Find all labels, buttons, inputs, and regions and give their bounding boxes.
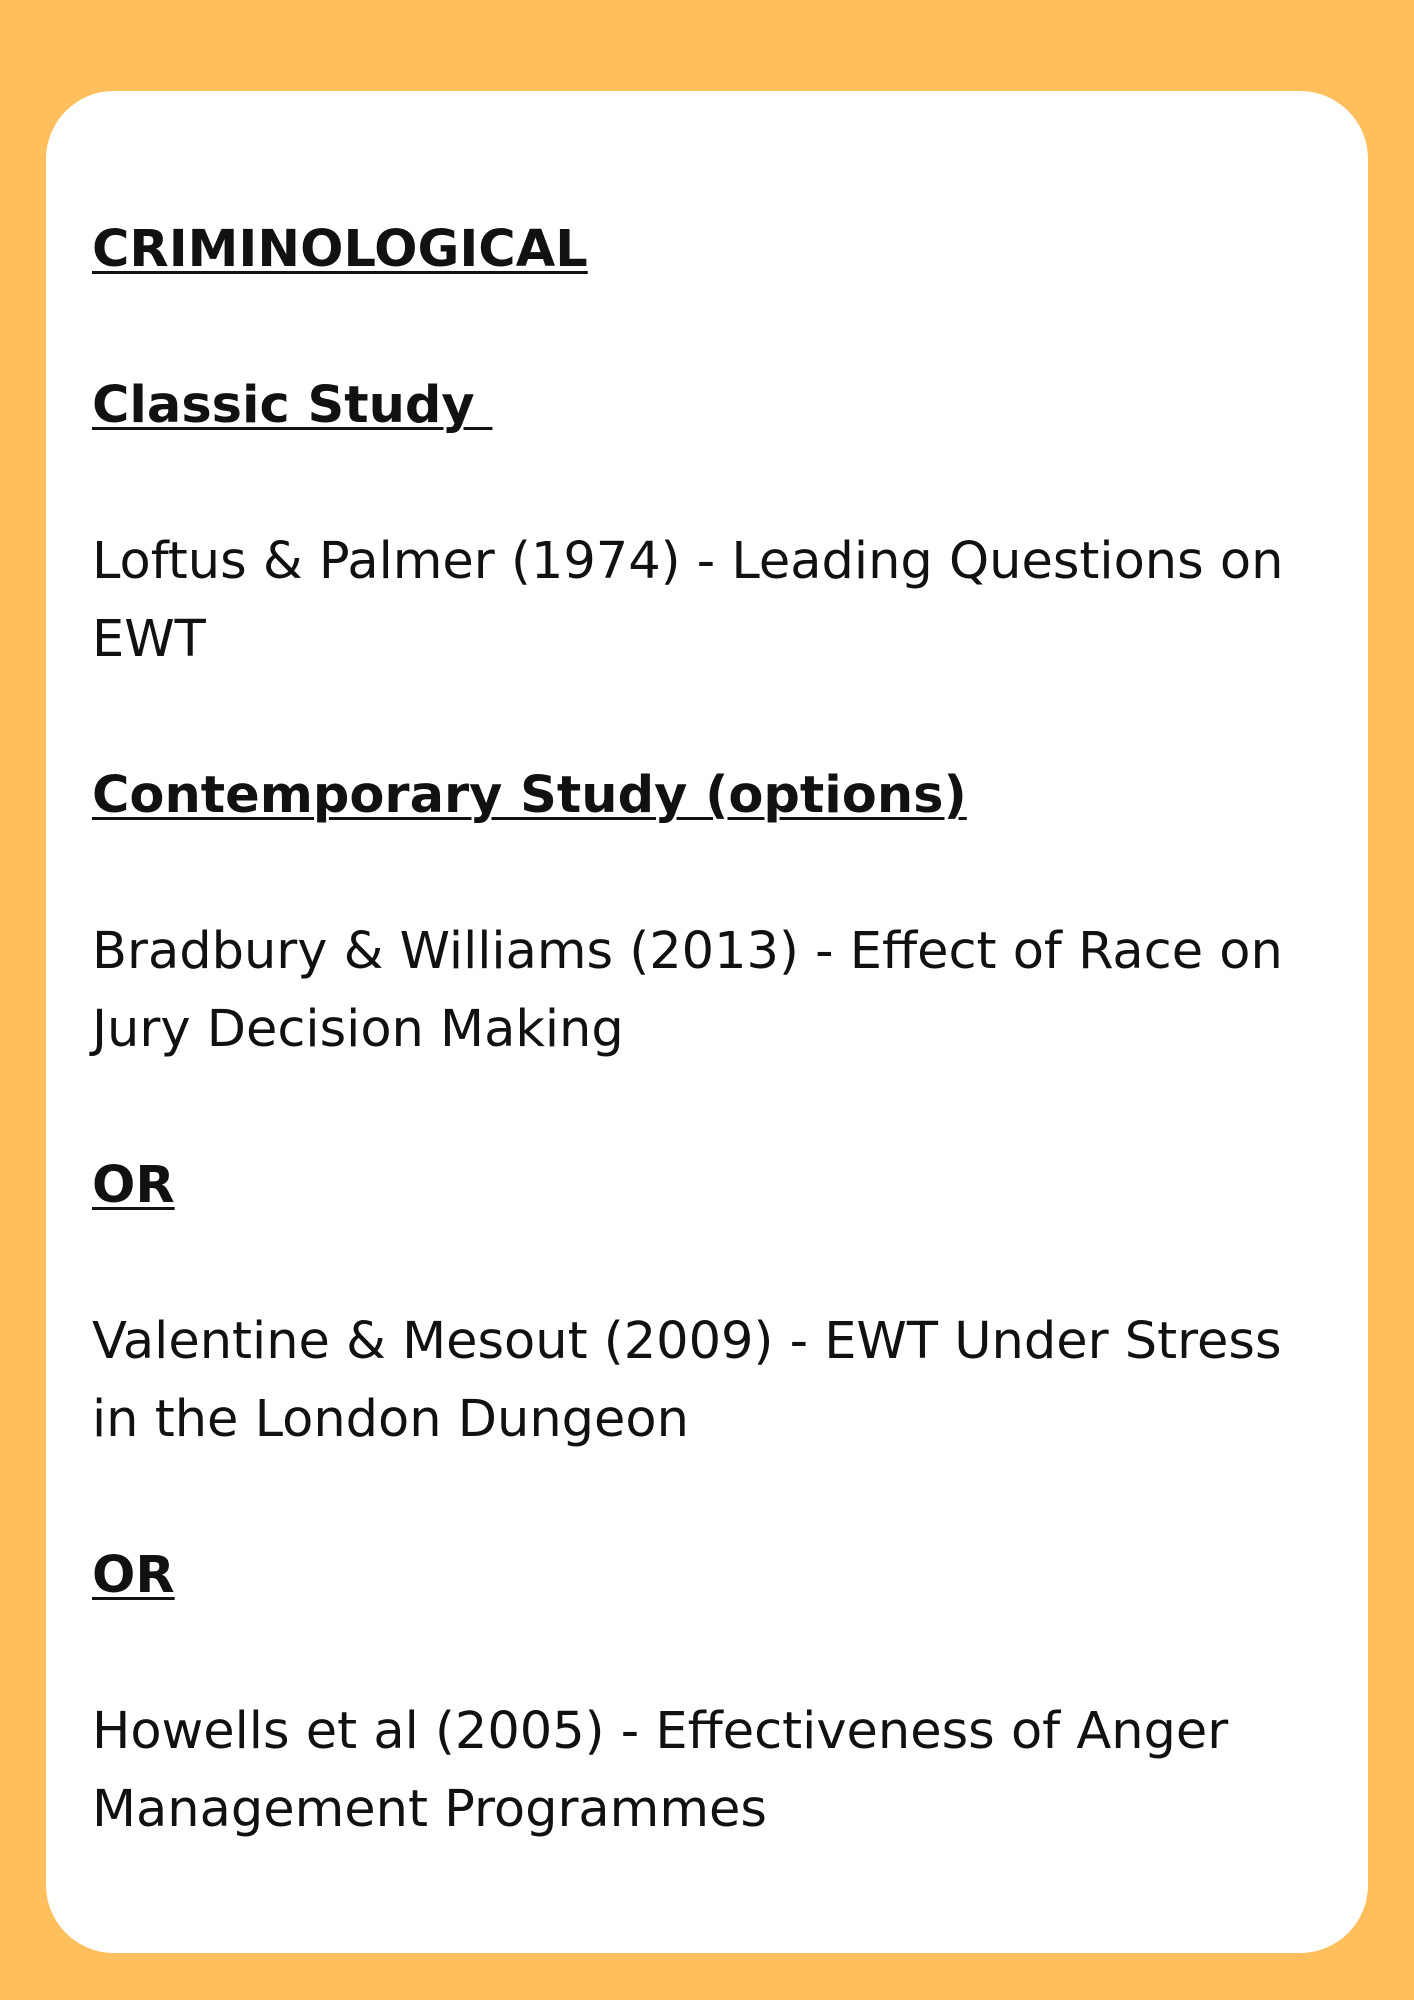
spacer <box>92 289 1322 367</box>
spacer <box>92 445 1322 523</box>
spacer <box>92 1615 1322 1693</box>
spacer <box>92 1225 1322 1303</box>
spacer <box>92 835 1322 913</box>
page-title: CRIMINOLOGICAL <box>92 220 588 279</box>
classic-study-text: Loftus & Palmer (1974) - Leading Questions on EWT <box>92 532 1284 669</box>
contemporary-study-heading: Contemporary Study (options) <box>92 766 967 825</box>
or-separator-2: OR <box>92 1546 175 1605</box>
spacer <box>92 679 1322 757</box>
contemporary-option-1: Bradbury & Williams (2013) - Effect of Race on Jury Decision Making <box>92 922 1283 1059</box>
classic-study-heading: Classic Study <box>92 376 493 435</box>
or-separator-1: OR <box>92 1156 175 1215</box>
content-card <box>46 91 1368 1953</box>
spacer <box>92 1069 1322 1147</box>
contemporary-option-3: Howells et al (2005) - Effectiveness of Anger Management Programmes <box>92 1702 1229 1839</box>
spacer <box>92 1459 1322 1537</box>
contemporary-option-2: Valentine & Mesout (2009) - EWT Under Stress in the London Dungeon <box>92 1312 1282 1449</box>
